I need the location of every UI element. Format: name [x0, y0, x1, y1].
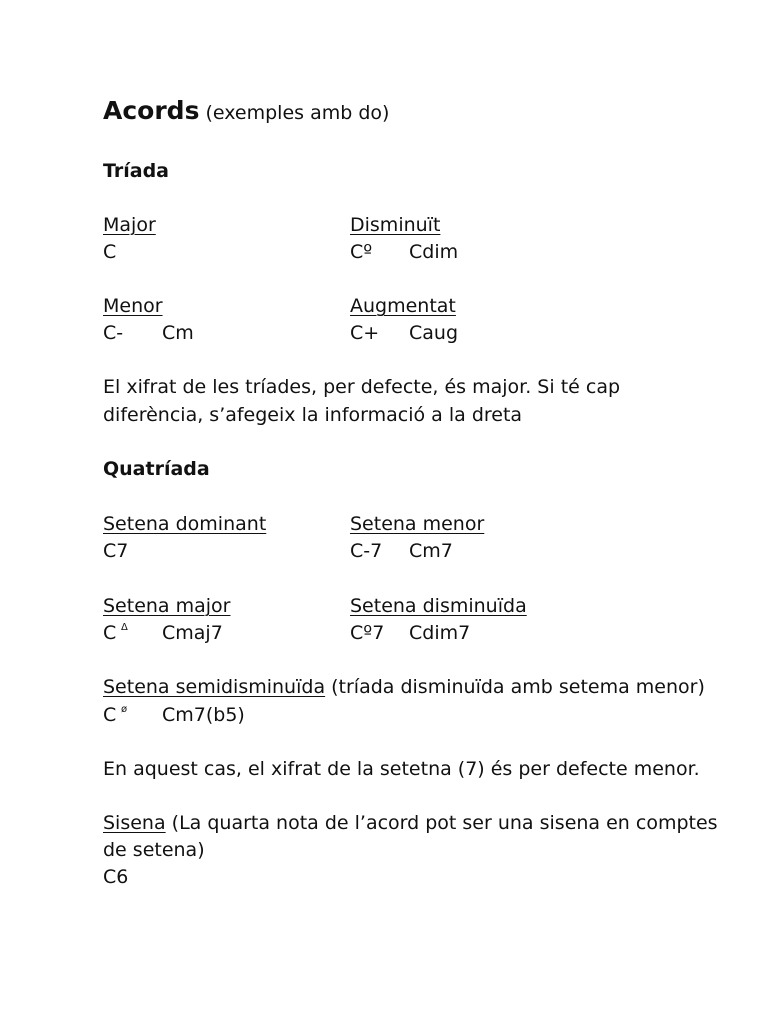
sixth-description-1: (La quarta nota de l’acord pot ser una sisena en comptes [165, 812, 718, 834]
diminished-label: Disminuït [350, 214, 441, 236]
minor7-symbol-1: C-7 [350, 540, 383, 562]
diminished7-label: Setena disminuïda [350, 595, 527, 617]
triad-note-line-2: diferència, s’afegeix la informació a la dreta [103, 404, 523, 426]
minor7-label: Setena menor [350, 513, 485, 535]
major-label: Major [103, 214, 156, 236]
sixth-symbol: C6 [103, 866, 129, 888]
major7-symbol-base: C [103, 622, 117, 644]
minor-label: Menor [103, 295, 163, 317]
major7-symbol-2: Cmaj7 [162, 622, 223, 644]
diminished7-symbol-1: Cº7 [350, 622, 385, 644]
sixth-label: Sisena [103, 812, 166, 834]
page-title [103, 96, 389, 127]
sixth-line-1 [103, 810, 718, 837]
minor-symbol-1: C- [103, 322, 124, 344]
augmented-label: Augmentat [350, 295, 456, 317]
diminished-symbol-1: Cº [350, 241, 373, 263]
tetrad-heading: Quatríada [103, 458, 210, 480]
title-subtitle: (exemples amb do) [205, 102, 390, 124]
half-diminished-line [103, 674, 705, 701]
seventh-note: En aquest cas, el xifrat de la setetna (7) és per defecte menor. [103, 758, 700, 780]
diminished-symbol-2: Cdim [409, 241, 459, 263]
augmented-symbol-2: Caug [409, 322, 459, 344]
minor7-symbol-2: Cm7 [409, 540, 453, 562]
augmented-symbol-1: C+ [350, 322, 380, 344]
half-diminished-symbol-base: C [103, 704, 117, 726]
half-diminished-symbol-2: Cm7(b5) [162, 704, 245, 726]
major7-label: Setena major [103, 595, 231, 617]
half-diminished-icon: ø [121, 704, 128, 715]
dominant7-symbol: C7 [103, 540, 129, 562]
major-symbol: C [103, 241, 117, 263]
triad-note-line-1: El xifrat de les tríades, per defecte, és major. Si té cap [103, 376, 621, 398]
half-diminished-label: Setena semidisminuïda [103, 676, 326, 698]
title-main: Acords [103, 96, 200, 125]
half-diminished-description: (tríada disminuïda amb setema menor) [325, 676, 705, 698]
sixth-description-2: de setena) [103, 839, 205, 861]
triangle-icon: Δ [121, 622, 128, 633]
triad-heading: Tríada [103, 160, 169, 182]
dominant7-label: Setena dominant [103, 513, 267, 535]
minor-symbol-2: Cm [162, 322, 194, 344]
diminished7-symbol-2: Cdim7 [409, 622, 471, 644]
